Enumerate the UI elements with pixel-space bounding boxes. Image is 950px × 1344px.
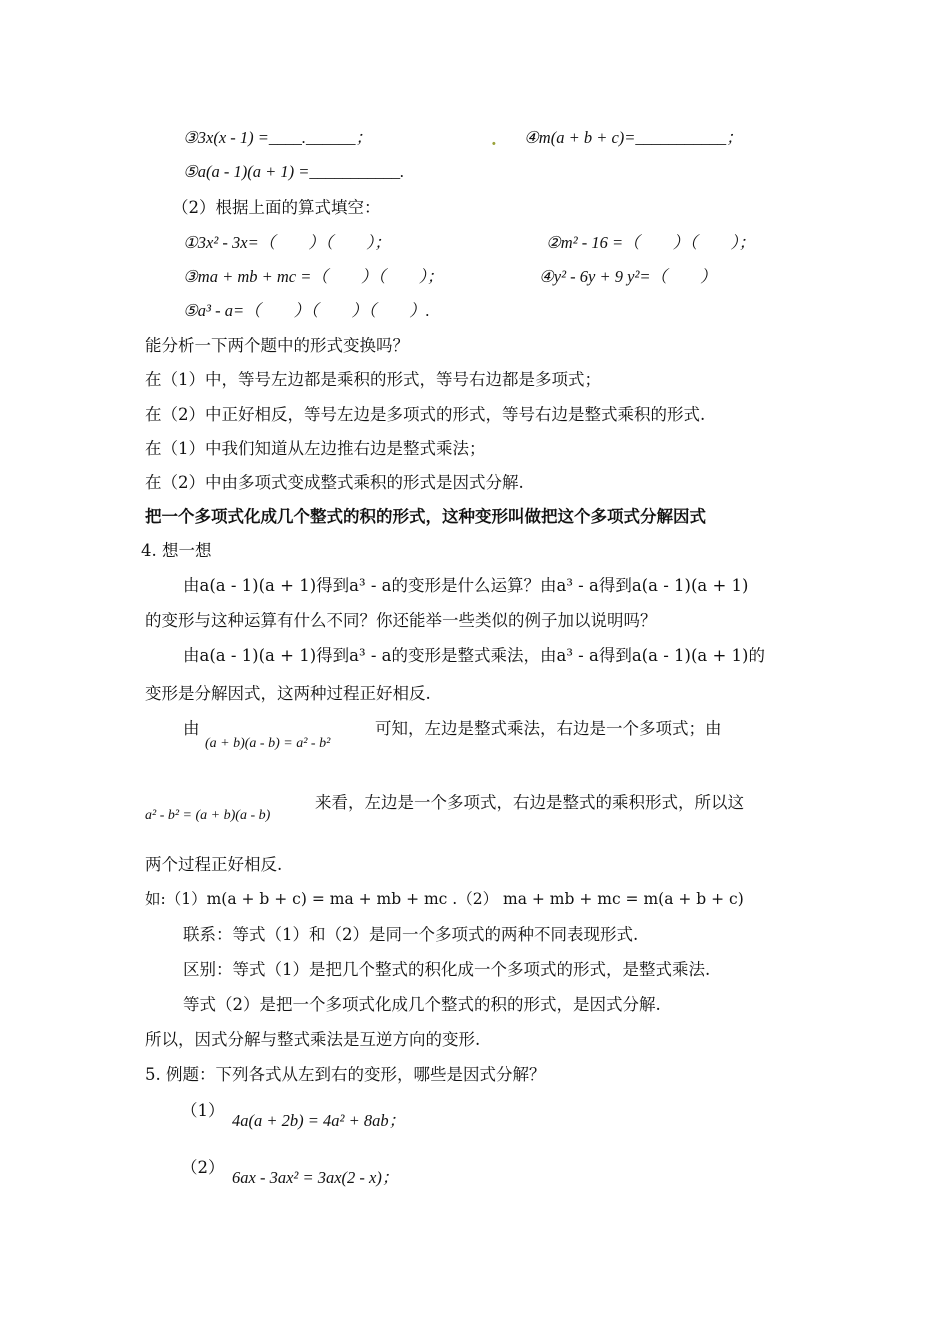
question-line-1: 由a(a - 1)(a + 1)得到a³ - a的变形是什么运算？由a³ - a得到a(a - 1)(a + 1) <box>183 576 749 595</box>
answer-line-1: 由a(a - 1)(a + 1)得到a³ - a的变形是整式乘法，由a³ - a得到a(a - 1)(a + 1)的 <box>183 646 765 665</box>
problem-2-label: （2） <box>181 1158 225 1177</box>
answer-line-2: 变形是分解因式，这两种过程正好相反. <box>145 684 431 703</box>
definition: 把一个多项式化成几个整式的积的形式，这种变形叫做把这个多项式分解因式 <box>145 507 706 526</box>
part1-item3: ③3x(x - 1) =____.______； <box>183 128 373 147</box>
question-line-2: 的变形与这种运算有什么不同？你还能举一些类似的例子加以说明吗？ <box>145 611 657 630</box>
difference-line-2: 等式（2）是把一个多项式化成几个整式的积的形式，是因式分解. <box>183 995 661 1014</box>
analysis-line-4: 在（1）中我们知道从左边推右边是整式乘法； <box>145 439 486 458</box>
formula-product: (a + b)(a - b) = a² - b² <box>205 736 331 751</box>
example-line: 如:（1）m(a + b + c) = ma + mb + mc .（2） ma + mb + mc = m(a + b + c) <box>145 890 744 908</box>
relation-line: 联系：等式（1）和（2）是同一个多项式的两种不同表现形式. <box>183 925 639 944</box>
part2-item2: ②m² - 16 =（ ）（ ）； <box>546 233 756 252</box>
conclusion-line: 所以，因式分解与整式乘法是互逆方向的变形. <box>145 1030 481 1049</box>
problem-1-label: （1） <box>181 1101 225 1120</box>
analysis-line-1: 能分析一下两个题中的形式变换吗？ <box>145 336 409 355</box>
part2-item1: ①3x² - 3x=（ ）（ ）； <box>183 233 391 252</box>
difference-line: 区别：等式（1）是把几个整式的积化成一个多项式的形式，是整式乘法. <box>183 960 711 979</box>
explain-line-2: 来看，左边是一个多项式，右边是整式的乘积形式，所以这 <box>315 793 744 812</box>
analysis-line-3: 在（2）中正好相反，等号左边是多项式的形式，等号右边是整式乘积的形式. <box>145 405 706 424</box>
marker-dot: . <box>491 130 497 149</box>
explain-line-1: 可知，左边是整式乘法，右边是一个多项式；由 <box>375 719 722 738</box>
problem-1-formula: 4a(a + 2b) = 4a² + 8ab； <box>232 1111 406 1130</box>
analysis-line-5: 在（2）中由多项式变成整式乘积的形式是因式分解. <box>145 473 524 492</box>
part2-item3: ③ma + mb + mc =（ ）（ ）； <box>183 267 444 286</box>
analysis-line-2: 在（1）中，等号左边都是乘积的形式，等号右边都是多项式； <box>145 370 601 389</box>
part2-heading: （2）根据上面的算式填空： <box>172 198 381 217</box>
formula-difference: a² - b² = (a + b)(a - b) <box>145 808 271 823</box>
part1-item4: ④m(a + b + c)=___________； <box>524 128 743 147</box>
section5-title: 5. 例题：下列各式从左到右的变形，哪些是因式分解？ <box>145 1065 546 1084</box>
part2-item5: ⑤a³ - a=（ ）（ ）（ ）. <box>183 301 430 320</box>
explain-prefix: 由 <box>183 719 200 738</box>
part2-item4: ④y² - 6y + 9 y²=（ ） <box>539 267 717 286</box>
problem-2-formula: 6ax - 3ax² = 3ax(2 - x)； <box>232 1168 399 1187</box>
part1-item5: ⑤a(a - 1)(a + 1) =___________. <box>183 162 405 181</box>
section4-title: 4. 想一想 <box>141 541 212 560</box>
explain-line-3: 两个过程正好相反. <box>145 855 283 874</box>
